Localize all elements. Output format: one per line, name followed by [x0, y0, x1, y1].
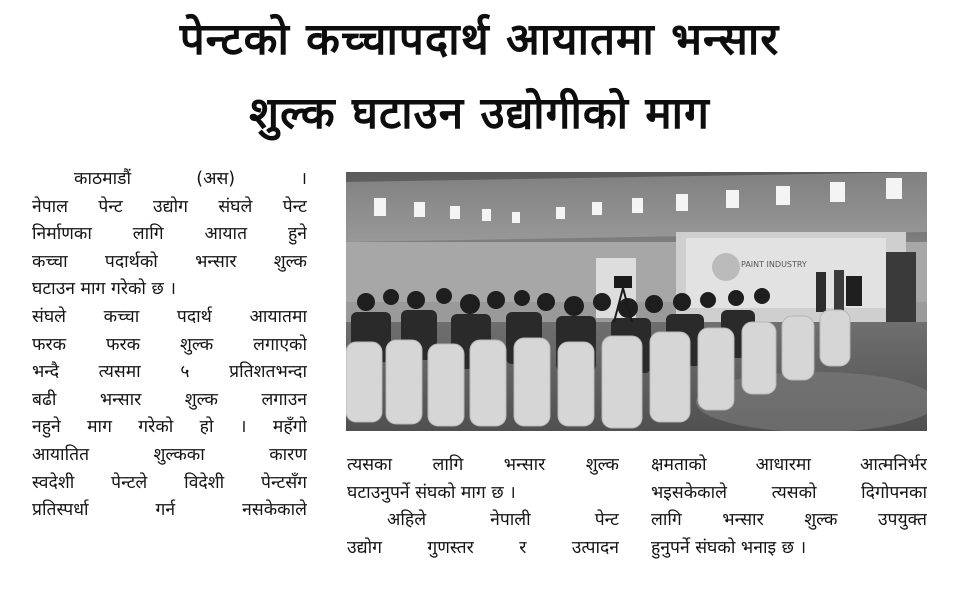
- text-line: उद्योग गुणस्तर र उत्पादन: [347, 537, 619, 558]
- text-line: घटाउनुपर्ने संघको माग छ ।: [347, 482, 516, 503]
- text-line: निर्माणका लागि आयात हुने: [32, 224, 307, 245]
- headline-line-2: शुल्क घटाउन उद्योगीको माग: [249, 88, 710, 139]
- text-line: घटाउन माग गरेको छ ।: [32, 279, 176, 300]
- article-column-1: [32, 166, 307, 525]
- text-line: भन्दै त्यसमा ५ प्रतिशतभन्दा: [32, 362, 307, 383]
- banner-text: PAINT INDUSTRY: [741, 260, 807, 269]
- text-line: हुनुपर्ने संघको भनाइ छ ।: [651, 537, 807, 558]
- text-line: कच्चा पदार्थको भन्सार शुल्क: [32, 251, 307, 272]
- article-column-2: [347, 452, 619, 562]
- conference-photo: [346, 172, 927, 431]
- text-line: फरक फरक शुल्क लगाएको: [32, 334, 307, 355]
- article-column-3: [651, 452, 927, 562]
- text-line: भइसकेकाले त्यसको दिगोपनका: [651, 482, 927, 503]
- text-line: नहुने माग गरेको हो । महँगो: [32, 417, 307, 438]
- text-line: नेपाल पेन्ट उद्योग संघले पेन्ट: [32, 196, 307, 217]
- text-line: स्वदेशी पेन्टले विदेशी पेन्टसँग: [32, 472, 307, 493]
- headline-line-1: पेन्टको कच्चापदार्थ आयातमा भन्सार: [179, 14, 780, 65]
- text-line: प्रतिस्पर्धा गर्न नसकेकाले: [32, 500, 307, 521]
- text-line: अहिले नेपाली पेन्ट: [387, 510, 619, 531]
- text-line: बढी भन्सार शुल्क लगाउन: [32, 389, 307, 410]
- text-line: आयातित शुल्कका कारण: [32, 444, 307, 465]
- text-line: लागि भन्सार शुल्क उपयुक्त: [651, 510, 927, 531]
- text-line: क्षमताको आधारमा आत्मनिर्भर: [651, 455, 927, 475]
- text-line: संघले कच्चा पदार्थ आयातमा: [32, 306, 307, 327]
- text-line: त्यसका लागि भन्सार शुल्क: [347, 455, 619, 475]
- dateline: काठमाडौं (अस) ।: [74, 169, 307, 189]
